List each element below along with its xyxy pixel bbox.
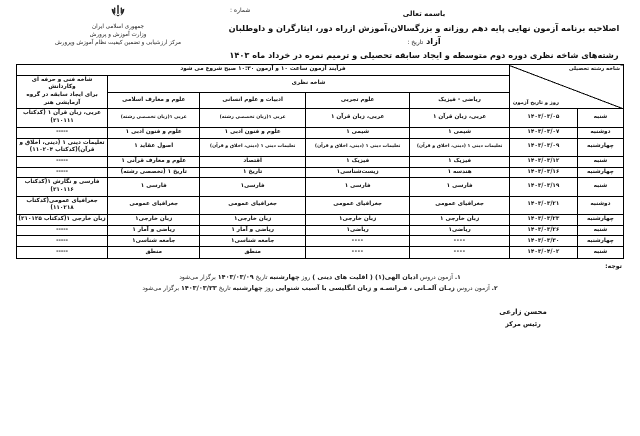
note-weekday: چهارشنبه bbox=[269, 272, 300, 281]
cell-date: ۱۴۰۳/۰۳/۳۰ bbox=[509, 236, 577, 247]
note-subject: ادیان الهی(۱) ( اقلیت های دینی ) bbox=[312, 272, 419, 281]
signature-block bbox=[472, 307, 622, 330]
cell-day: دوشنبه bbox=[577, 196, 623, 214]
cell-fani: فارسی و نگارش ۱(کدکتاب ۲۱۰۱۱۶) bbox=[17, 178, 108, 196]
cell-fani: عربی، زبان قرآن ۱ (کدکتاب ۲۱۰۱۱۱) bbox=[17, 109, 108, 127]
cell-fani: ----- bbox=[17, 127, 108, 138]
cell-tajrobi: زبان خارجی۱ bbox=[305, 215, 409, 226]
cell-ensani: تاریخ ۱ bbox=[200, 167, 306, 178]
title-text-1: اصلاحیه برنامه آزمون نهایی پایه دهم روزانه و بزرگسالان،آموزش ازراه دور، ایثارگران و داوطلبان آزاد bbox=[228, 23, 620, 47]
cell-date: ۱۴۰۳/۰۳/۲۶ bbox=[509, 225, 577, 236]
document-masthead bbox=[0, 0, 640, 62]
cell-ensani: علوم و فنون ادبی ۱ bbox=[200, 127, 306, 138]
document-meta bbox=[230, 6, 250, 15]
cell-ensani: منطق bbox=[200, 247, 306, 258]
cell-riazi: شیمی ۱ bbox=[410, 127, 510, 138]
corner-label-date: روز و تاریخ آزمون bbox=[512, 100, 559, 107]
note-number: ۱. bbox=[454, 273, 461, 281]
table-row bbox=[17, 167, 624, 178]
cell-maaref: زبان خارجی۱ bbox=[108, 215, 200, 226]
document-number-label: شماره : bbox=[230, 7, 251, 14]
notes-section bbox=[0, 259, 640, 330]
cell-fani: زبان خارجی ۱(کدکتاب ۲۱۰۱۲۵) bbox=[17, 215, 108, 226]
table-row bbox=[17, 247, 624, 258]
cell-fani: ----- bbox=[17, 225, 108, 236]
cell-tajrobi: فارسی ۱ bbox=[305, 178, 409, 196]
cell-day: چهارشنبه bbox=[577, 215, 623, 226]
cell-maaref: تاریخ ۱ (تخصصی رشته) bbox=[108, 167, 200, 178]
table-row bbox=[17, 156, 624, 167]
cell-date: ۱۴۰۳/۰۴/۰۲ bbox=[509, 247, 577, 258]
cell-day: دوشنبه bbox=[577, 127, 623, 138]
document-title-line1 bbox=[222, 22, 626, 49]
note-suffix: برگزار می‌شود bbox=[179, 273, 216, 281]
cell-date: ۱۴۰۳/۰۳/۲۱ bbox=[509, 196, 577, 214]
cell-tajrobi: تعلیمات دینی ۱ (دینی، اخلاق و قرآن) bbox=[305, 138, 409, 156]
cell-tajrobi: جغرافیای عمومی bbox=[305, 196, 409, 214]
cell-maaref: جغرافیای عمومی bbox=[108, 196, 200, 214]
note-date-label: تاریخ bbox=[218, 285, 231, 293]
cell-day: شنبه bbox=[577, 109, 623, 127]
cell-maaref: علوم و فنون ادبی ۱ bbox=[108, 127, 200, 138]
cell-tajrobi: ---- bbox=[305, 247, 409, 258]
cell-date: ۱۴۰۳/۰۳/۲۳ bbox=[509, 215, 577, 226]
cell-day: چهارشنبه bbox=[577, 167, 623, 178]
note-day-word: روز bbox=[264, 285, 274, 293]
cell-day: شنبه bbox=[577, 225, 623, 236]
cell-riazi: هندسه ۱ bbox=[410, 167, 510, 178]
cell-day: چهارشنبه bbox=[577, 138, 623, 156]
cell-riazi: فیزیک ۱ bbox=[410, 156, 510, 167]
table-row bbox=[17, 215, 624, 226]
table-row bbox=[17, 236, 624, 247]
iran-emblem-icon bbox=[14, 4, 222, 21]
cell-riazi: تعلیمات دینی ۱ (دینی، اخلاق و قرآن) bbox=[410, 138, 510, 156]
document-title-line2: رشته‌های شاخه نظری دوره دوم متوسطه و ایجاد سابقه تحصیلی و ترمیم نمره در خرداد ماه ۱۴۰۳ bbox=[229, 49, 619, 60]
exam-schedule-table bbox=[16, 64, 624, 259]
cell-tajrobi: عربی، زبان قرآن ۱ bbox=[305, 109, 409, 127]
cell-riazi: ---- bbox=[410, 247, 510, 258]
cell-ensani: اقتصاد bbox=[200, 156, 306, 167]
cell-maaref: منطق bbox=[108, 247, 200, 258]
column-header-ensani: ادبیات و علوم انسانی bbox=[200, 92, 306, 109]
table-row bbox=[17, 127, 624, 138]
cell-fani: ----- bbox=[17, 167, 108, 178]
note-date: ۱۴۰۳/۰۳/۰۹ bbox=[217, 272, 254, 281]
table-row bbox=[17, 109, 624, 127]
cell-tajrobi: شیمی ۱ bbox=[305, 127, 409, 138]
branch-theory-header: شاخه نظری bbox=[108, 75, 510, 92]
note-item bbox=[18, 283, 622, 295]
note-subject: زبـان آلمـانی ، فـرانسـه و زبان انگلیسی با آسیب شنوایی bbox=[275, 284, 455, 293]
cell-tajrobi: ریاضی۱ bbox=[305, 225, 409, 236]
cell-day: چهارشنبه bbox=[577, 236, 623, 247]
cell-maaref: عربی ۱(زبان تخصصی رشته) bbox=[108, 109, 200, 127]
cell-date: ۱۴۰۳/۰۳/۰۹ bbox=[509, 138, 577, 156]
cell-day: شنبه bbox=[577, 247, 623, 258]
cell-ensani: جغرافیای عمومی bbox=[200, 196, 306, 214]
cell-fani: جغرافیای عمومی(کدکتاب ۱۱۰۲۱۸) bbox=[17, 196, 108, 214]
cell-date: ۱۴۰۳/۰۳/۰۷ bbox=[509, 127, 577, 138]
cell-ensani: جامعه شناسی۱ bbox=[200, 236, 306, 247]
basmala: باسمه تعالی bbox=[402, 10, 446, 18]
note-suffix: برگزار می‌شود bbox=[142, 285, 180, 293]
note-day-word: روز bbox=[301, 273, 311, 281]
branch-technical-note: برای ایجاد سابقه در گروه آزمایشی هنر bbox=[26, 92, 98, 106]
cell-day: شنبه bbox=[577, 156, 623, 167]
cell-maaref: علوم و معارف قرآنی ۱ bbox=[108, 156, 200, 167]
note-number: ۲. bbox=[491, 285, 498, 293]
branch-technical-header bbox=[17, 75, 108, 109]
cell-tajrobi: ---- bbox=[305, 236, 409, 247]
signatory-name: محسن زارعی bbox=[499, 308, 547, 317]
note-item bbox=[18, 272, 622, 284]
cell-fani: تعلیمات دینی ۱ (دینی، اخلاق و قرآن)(کدکتاب ۱۱۰۲۰۴) bbox=[17, 138, 108, 156]
cell-ensani: تعلیمات دینی ۱ (دینی، اخلاق و قرآن) bbox=[200, 138, 306, 156]
cell-maaref: فارسی ۱ bbox=[108, 178, 200, 196]
organization-block bbox=[14, 4, 222, 47]
table-row bbox=[17, 196, 624, 214]
cell-ensani: عربی ۱(زبان تخصصی رشته) bbox=[200, 109, 306, 127]
org-line-ministry: وزارت آموزش و پرورش bbox=[89, 32, 147, 39]
schedule-table-body bbox=[17, 109, 624, 258]
cell-date: ۱۴۰۳/۰۳/۱۶ bbox=[509, 167, 577, 178]
table-row bbox=[17, 225, 624, 236]
cell-riazi: ریاضی۱ bbox=[410, 225, 510, 236]
note-prefix: آزمون دروس bbox=[456, 285, 490, 293]
signatory-role: رئیس مرکز bbox=[505, 320, 541, 329]
cell-day: شنبه bbox=[577, 178, 623, 196]
cell-ensani: فارسی۱ bbox=[200, 178, 306, 196]
note-prefix: آزمون دروس bbox=[419, 273, 453, 281]
notes-list bbox=[18, 272, 622, 296]
cell-riazi: عربی، زبان قرآن ۱ bbox=[410, 109, 510, 127]
cell-riazi: فارسی ۱ bbox=[410, 178, 510, 196]
column-header-maaref: علوم و معارف اسلامی bbox=[108, 92, 200, 109]
note-date-label: تاریخ bbox=[255, 273, 268, 281]
cell-date: ۱۴۰۳/۰۳/۱۹ bbox=[509, 178, 577, 196]
cell-fani: ----- bbox=[17, 247, 108, 258]
corner-header-cell bbox=[509, 65, 623, 109]
cell-date: ۱۴۰۳/۰۳/۱۲ bbox=[509, 156, 577, 167]
table-band-row bbox=[17, 65, 624, 76]
cell-maaref: ریاضی و آمار ۱ bbox=[108, 225, 200, 236]
note-weekday: چهارشنبه bbox=[232, 284, 263, 293]
exam-process-title: فرآیند آزمون ساعت ۱۰ و آزمون ۱۰:۳۰ صبح شروع می شود bbox=[17, 65, 510, 76]
cell-maaref: اصول عقاید ۱ bbox=[108, 138, 200, 156]
cell-riazi: ---- bbox=[410, 236, 510, 247]
table-row bbox=[17, 138, 624, 156]
cell-riazi: زبان خارجی ۱ bbox=[410, 215, 510, 226]
notes-title: توجه: bbox=[605, 262, 622, 270]
cell-ensani: زبان خارجی۱ bbox=[200, 215, 306, 226]
cell-fani: ----- bbox=[17, 156, 108, 167]
branch-technical-title: شاخه فنی و حرفه ای وکاردانش bbox=[31, 76, 93, 91]
note-date: ۱۴۰۳/۰۳/۲۳ bbox=[180, 284, 217, 293]
column-header-tajrobi: علوم تجربی bbox=[305, 92, 409, 109]
column-header-riazi: ریاضی - فیزیک bbox=[410, 92, 510, 109]
org-line-center: مرکز ارزشیابی و تضمین کیفیت نظام آموزش وپرورش bbox=[54, 40, 182, 47]
org-line-country: جمهوری اسلامی ایران bbox=[92, 24, 144, 30]
title-block bbox=[222, 4, 626, 62]
cell-tajrobi: فیزیک ۱ bbox=[305, 156, 409, 167]
cell-maaref: جامعه شناسی۱ bbox=[108, 236, 200, 247]
table-row bbox=[17, 178, 624, 196]
corner-label-branch: شاخه رشته تحصیلی bbox=[568, 66, 620, 72]
schedule-table-wrapper bbox=[0, 64, 640, 259]
document-date-label: تاریخ : bbox=[407, 39, 424, 47]
cell-riazi: جغرافیای عمومی bbox=[410, 196, 510, 214]
cell-tajrobi: زیست‌شناسی۱ bbox=[305, 167, 409, 178]
cell-fani: ----- bbox=[17, 236, 108, 247]
cell-date: ۱۴۰۳/۰۳/۰۵ bbox=[509, 109, 577, 127]
cell-ensani: ریاضی و آمار ۱ bbox=[200, 225, 306, 236]
